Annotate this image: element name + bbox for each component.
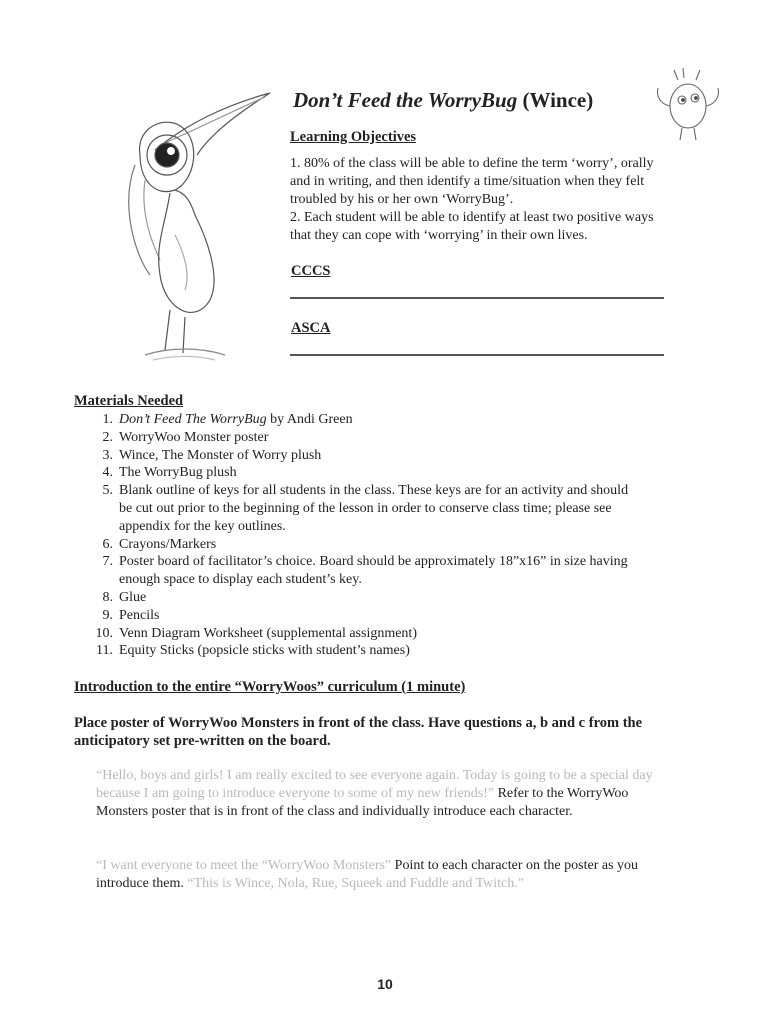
list-item: 6. Crayons/Markers [102,536,217,552]
title-book-name: Don’t Feed the WorryBug [293,88,518,112]
teacher-quote: “I want everyone to meet the “WorryWoo Monsters” [96,858,392,873]
asca-heading: ASCA [291,320,331,336]
list-item: 5. Blank outline of keys for all students in the class. These keys are for an activity and should be cut out prior to the beginning of the lesson in order to conserve class time; please see appendix for the key outlines. [102,483,629,534]
materials-heading: Materials Needed [74,393,184,409]
list-item: 11. Equity Sticks (popsicle sticks with student’s names) [96,643,410,659]
list-item: 2. WorryWoo Monster poster [102,429,269,445]
list-item: 8. Glue [102,589,147,605]
list-item: 3. Wince, The Monster of Worry plush [102,447,322,463]
ccss-heading: CCCS [291,263,331,279]
page-title [293,88,593,113]
objective-2: 2. Each student will be able to identify at least two positive ways that they can cope with ‘worrying’ in their own lives. [290,210,654,243]
objective-1: 1. 80% of the class will be able to define the term ‘worry’, orally and in writing, and then identify a time/situation when they felt troubled by his or her own ‘WorryBug’. [290,156,654,207]
materials-list [68,411,638,660]
learning-objectives-body [290,155,665,245]
ccss-line [290,297,664,299]
asca-line [290,354,664,356]
list-item: 9. Pencils [102,607,160,623]
list-item: 10. Venn Diagram Worksheet (supplemental assignment) [95,625,417,641]
materials-list-container [68,411,638,660]
script-paragraph-1 [96,767,661,821]
teacher-direction: Point to each character on the poster as you introduce them. [96,858,639,891]
list-item: 4. The WorryBug plush [102,465,237,481]
teacher-quote: “This is Wince, Nola, Rue, Squeek and Fuddle and Twitch.” [187,876,524,891]
instruction-text: Place poster of WorryWoo Monsters in front of the class. Have questions a, b and c from the anticipatory set pre-written on the board. [74,715,643,749]
list-item: 1. Don’t Feed The WorryBug by Andi Green [102,412,353,427]
page-number: 10 [377,976,393,992]
title-character: (Wince) [517,88,594,112]
worrybug-illustration [650,66,730,146]
teacher-quote: “Hello, boys and girls! I am really excited to see everyone again. Today is going to be a special day because I am going to introduce everyone to some of my new friends!” [96,768,653,801]
teacher-direction: Refer to the WorryWoo Monsters poster that is in front of the class and individually introduce each character. [96,786,629,819]
list-item: 7. Poster board of facilitator’s choice. Board should be approximately 18”x16” in size having enough space to display each student’s key. [102,554,628,588]
script-paragraph-2 [96,857,661,893]
intro-heading: Introduction to the entire “WorryWoos” curriculum (1 minute) [74,679,466,695]
wince-monster-illustration [115,85,280,365]
learning-objectives-heading: Learning Objectives [290,129,417,145]
